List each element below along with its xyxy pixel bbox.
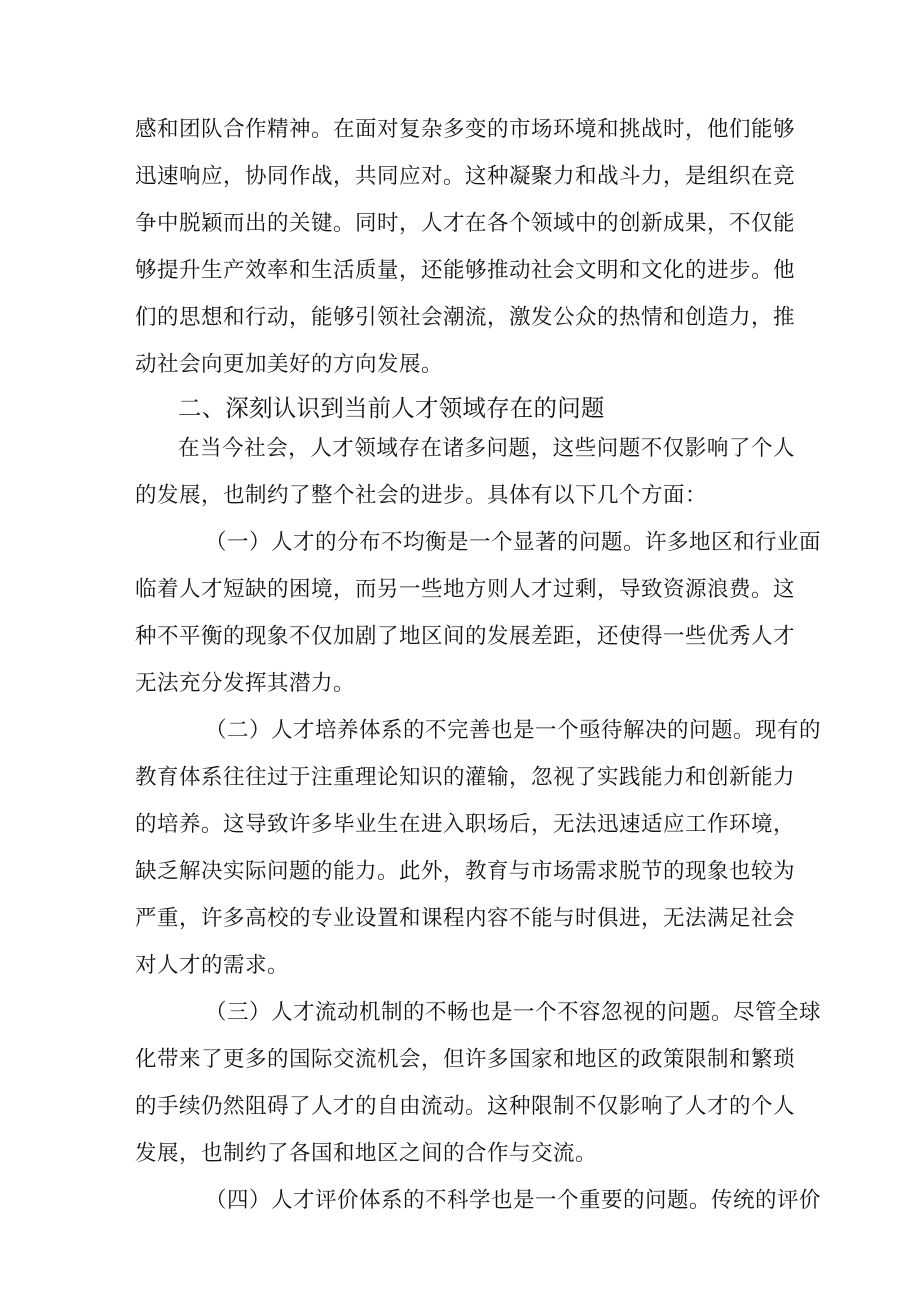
paragraph-line: 够提升生产效率和生活质量，还能够推动社会文明和文化的进步。他 [135,258,796,283]
paragraph-line: 的发展，也制约了整个社会的进步。具体有以下几个方面： [135,483,708,508]
section-heading: 二、深刻认识到当前人才领域存在的问题 [178,394,605,422]
paragraph-line: 临着人才短缺的困境，而另一些地方则人才过剩，导致资源浪费。这 [135,577,796,602]
paragraph-line: 对人才的需求。 [135,953,290,978]
paragraph-line: （一）人才的分布不均衡是一个显著的问题。许多地区和行业面 [205,530,822,555]
paragraph-line: 在当今社会，人才领域存在诸多问题，这些问题不仅影响了个人 [178,436,795,461]
paragraph-line: 种不平衡的现象不仅加剧了地区间的发展差距，还使得一些优秀人才 [135,624,796,649]
paragraph-line: 化带来了更多的国际交流机会，但许多国家和地区的政策限制和繁琐 [135,1047,796,1072]
paragraph-line: （四）人才评价体系的不科学也是一个重要的问题。传统的评价 [205,1188,822,1213]
paragraph-line: 动社会向更加美好的方向发展。 [135,352,444,377]
paragraph-line: 的手续仍然阻碍了人才的自由流动。这种限制不仅影响了人才的个人 [135,1094,796,1119]
paragraph-line: 迅速响应，协同作战，共同应对。这种凝聚力和战斗力，是组织在竞 [135,164,796,189]
paragraph-line: 发展，也制约了各国和地区之间的合作与交流。 [135,1141,598,1166]
paragraph-line: 教育体系往往过于注重理论知识的灌输，忽视了实践能力和创新能力 [135,765,796,790]
paragraph-line: 感和团队合作精神。在面对复杂多变的市场环境和挑战时，他们能够 [135,117,796,142]
paragraph-line: 无法充分发挥其潜力。 [135,671,356,696]
paragraph-line: （二）人才培养体系的不完善也是一个亟待解决的问题。现有的 [205,718,822,743]
paragraph-line: 们的思想和行动，能够引领社会潮流，激发公众的热情和创造力，推 [135,305,796,330]
paragraph-line: （三）人才流动机制的不畅也是一个不容忽视的问题。尽管全球 [205,1000,822,1025]
paragraph-line: 的培养。这导致许多毕业生在进入职场后，无法迅速适应工作环境， [135,812,796,837]
paragraph-line: 缺乏解决实际问题的能力。此外，教育与市场需求脱节的现象也较为 [135,859,796,884]
paragraph-line: 严重，许多高校的专业设置和课程内容不能与时俱进，无法满足社会 [135,906,796,931]
paragraph-line: 争中脱颖而出的关键。同时，人才在各个领域中的创新成果，不仅能 [135,211,796,236]
